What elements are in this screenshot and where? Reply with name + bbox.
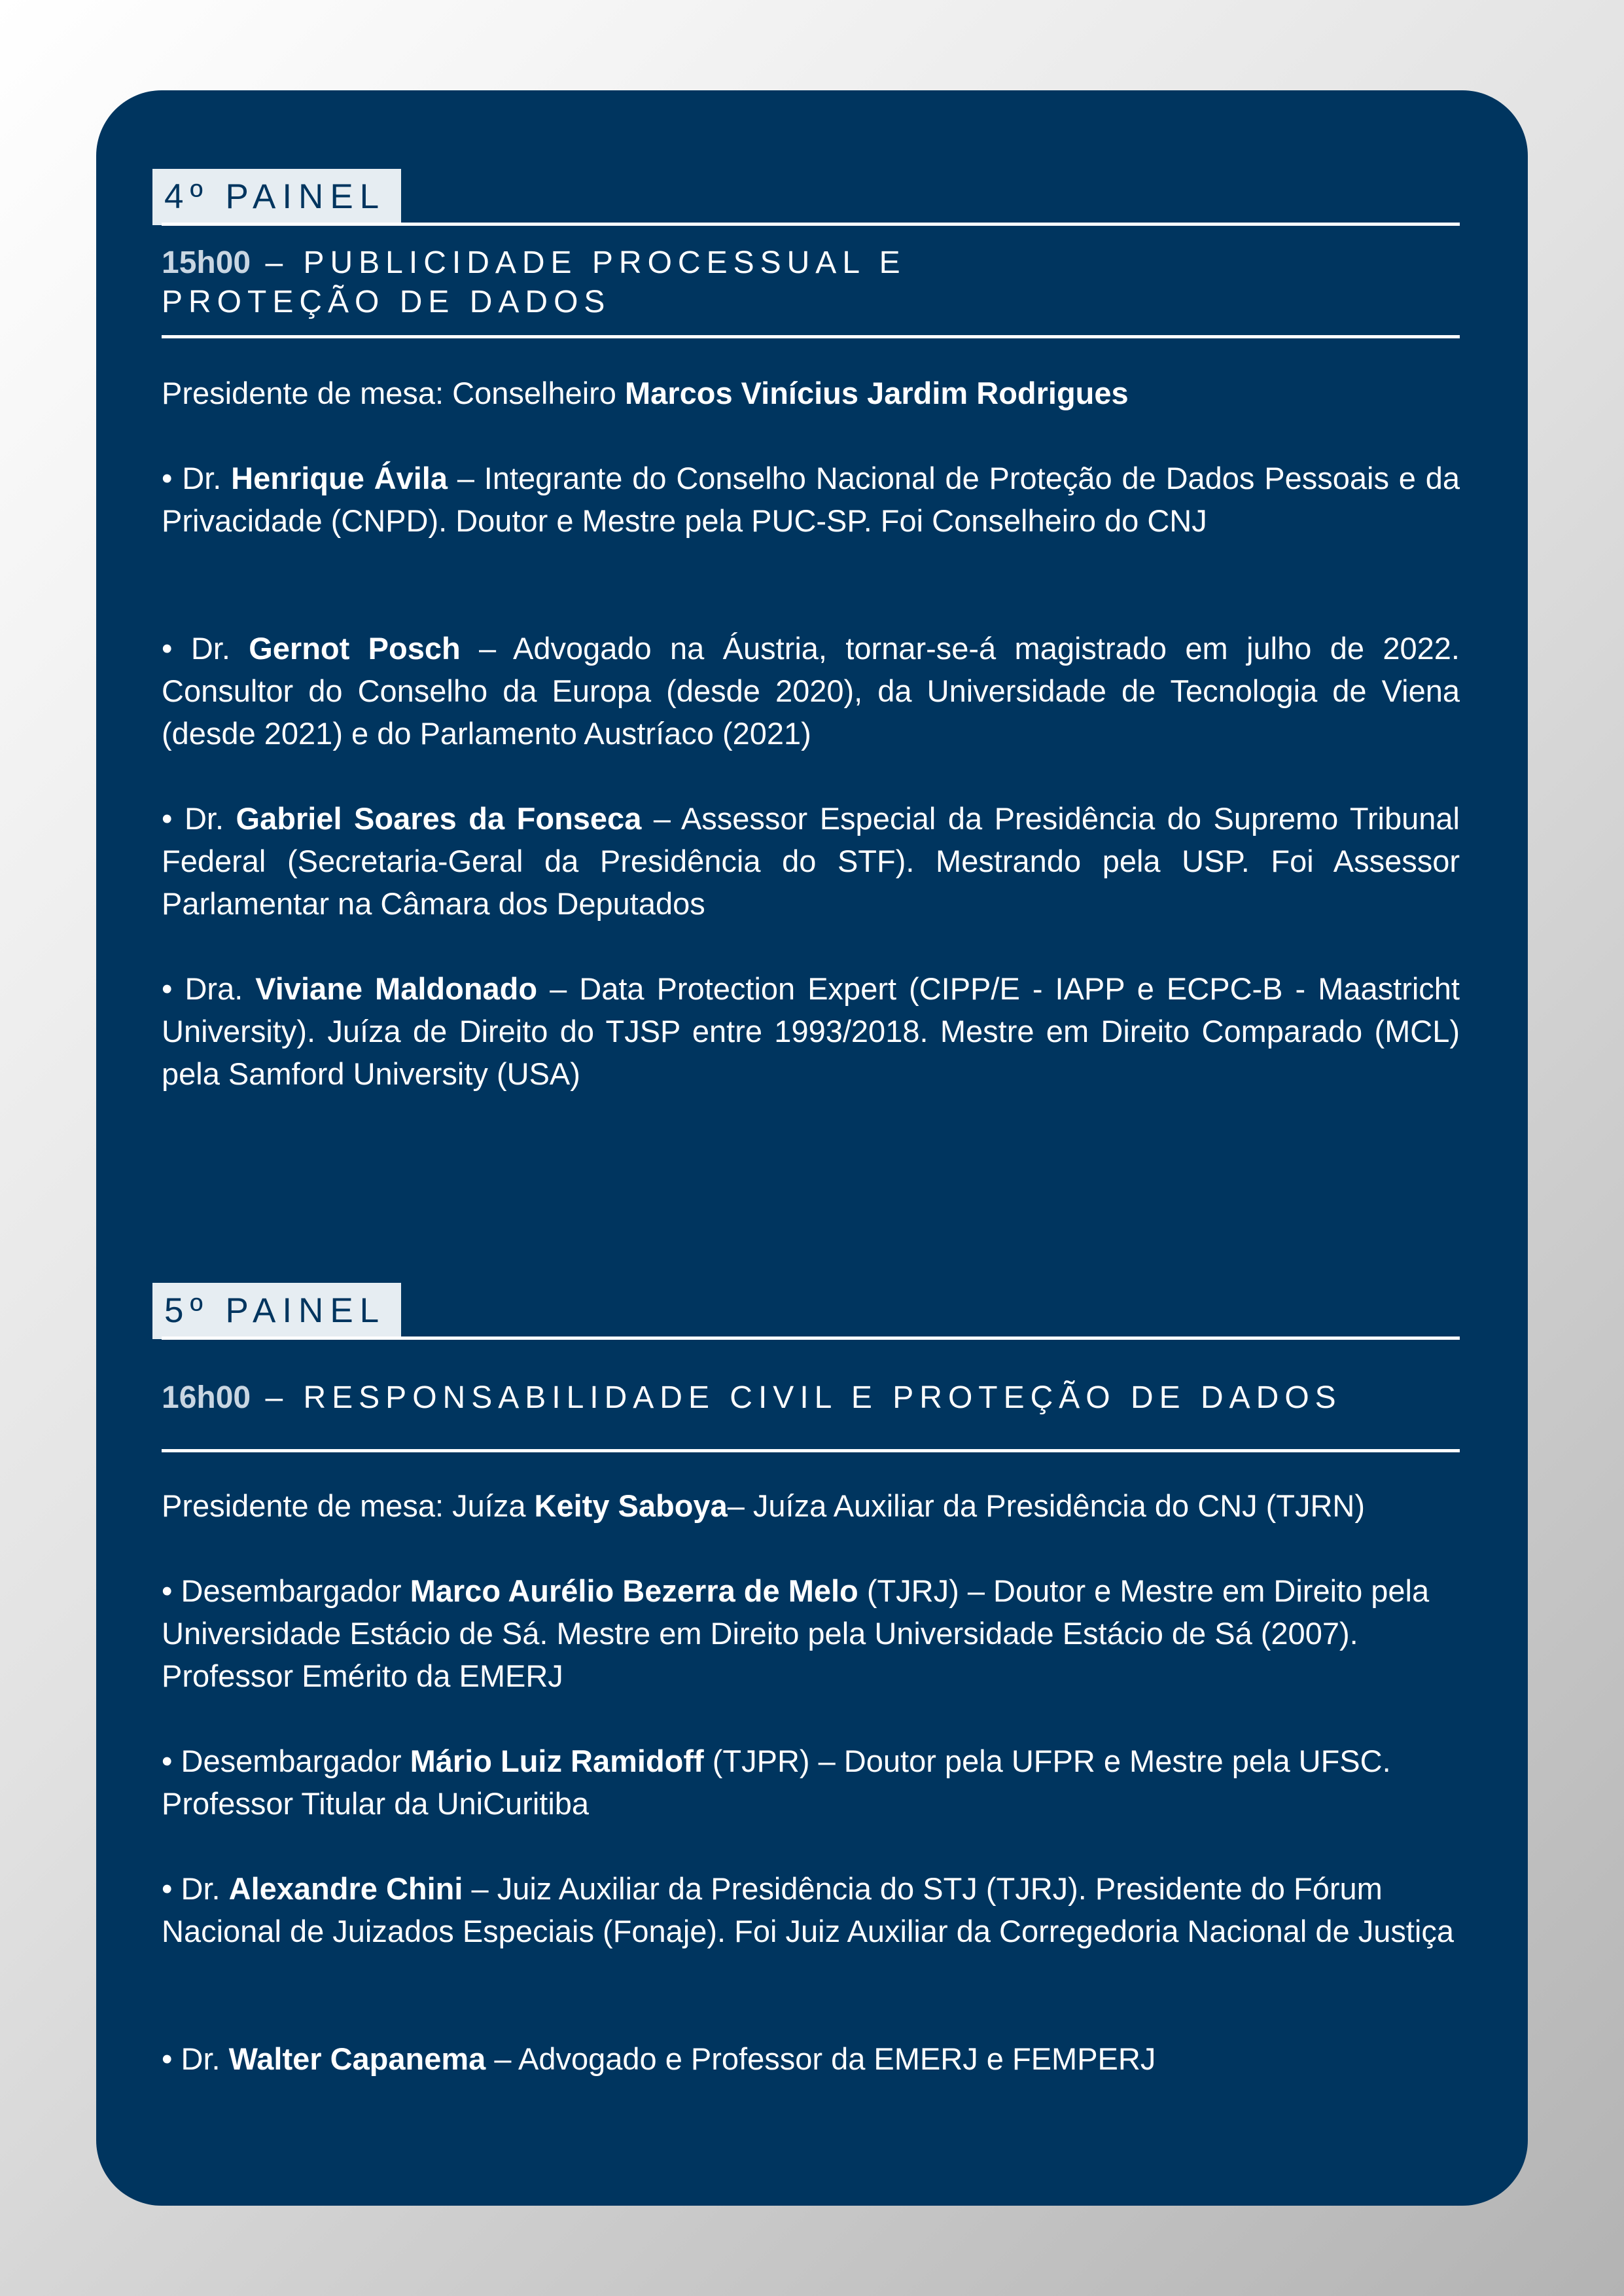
speaker-title: • Desembargador (162, 1573, 410, 1608)
speaker-description: – Advogado na Áustria, tornar-se-á magistrado em julho de 2022. Consultor do Conselho da Europa (desde 2020), da Universidade de Tecnologia de Viena (desde 2021) e do Parlamento Austríaco (2021) (162, 631, 1460, 751)
panel-4-top-rule (162, 223, 1460, 226)
panel-4-speaker-4 (162, 967, 1460, 1095)
speaker-title: • Dr. (162, 1871, 229, 1906)
speaker-name: Henrique Ávila (231, 461, 448, 495)
panel-5-speaker-4 (162, 2037, 1470, 2080)
speaker-name: Walter Capanema (228, 2041, 486, 2076)
speaker-title: • Dr. (162, 461, 232, 495)
panel-4-title: PUBLICIDADE PROCESSUAL E PROTEÇÃO DE DADOS (162, 245, 906, 319)
speaker-title: • Dra. (162, 971, 256, 1006)
panel-5-speaker-3 (162, 1867, 1470, 1952)
program-card (96, 90, 1528, 2206)
panel-5-title-separator: – (251, 1380, 304, 1415)
speaker-name: Mário Luiz Ramidoff (410, 1744, 704, 1778)
speaker-title: • Desembargador (162, 1744, 410, 1778)
panel-4-session-title (162, 243, 1012, 322)
panel-4-speaker-1 (162, 457, 1460, 542)
panel-5-chair (162, 1484, 1460, 1527)
speaker-name: Marco Aurélio Bezerra de Melo (410, 1573, 858, 1608)
panel-4-chair-name: Marcos Vinícius Jardim Rodrigues (625, 376, 1129, 410)
panel-5-title: RESPONSABILIDADE CIVIL E PROTEÇÃO DE DADOS (303, 1380, 1342, 1415)
panel-5-bottom-rule (162, 1449, 1460, 1452)
panel-5-chair-name: Keity Saboya (534, 1488, 728, 1523)
panel-4-tag: 4º PAINEL (152, 169, 401, 225)
panel-5-time: 16h00 (162, 1380, 251, 1415)
panel-4-chair-prefix: Presidente de mesa: Conselheiro (162, 376, 626, 410)
speaker-title: • Dr. (162, 2041, 229, 2076)
panel-4-speaker-2 (162, 627, 1460, 755)
speaker-description: – Advogado e Professor da EMERJ e FEMPERJ (485, 2041, 1156, 2076)
speaker-description: – Assessor Especial da Presidência do Supremo Tribunal Federal (Secretaria-Geral da Presidência do STF). Mestrando pela USP. Foi Assessor Parlamentar na Câmara dos Deputados (162, 801, 1460, 921)
panel-5-chair-prefix: Presidente de mesa: Juíza (162, 1488, 535, 1523)
panel-5-speaker-2 (162, 1740, 1470, 1825)
speaker-title: • Dr. (162, 801, 236, 836)
panel-5-speaker-1 (162, 1570, 1470, 1697)
speaker-description: (TJPR) – Doutor pela UFPR e Mestre pela UFSC. Professor Titular da UniCuritiba (162, 1744, 1391, 1821)
panel-5-chair-suffix: – Juíza Auxiliar da Presidência do CNJ (TJRN) (727, 1488, 1366, 1523)
speaker-name: Gabriel Soares da Fonseca (236, 801, 642, 836)
panel-4-title-separator: – (251, 245, 304, 280)
panel-4-bottom-rule (162, 335, 1460, 338)
speaker-description: – Data Protection Expert (CIPP/E - IAPP e ECPC-B - Maastricht University). Juíza de Direito do TJSP entre 1993/2018. Mestre em Direito Comparado (MCL) pela Samford University (USA) (162, 971, 1460, 1091)
speaker-title: • Dr. (162, 631, 249, 666)
panel-4-time: 15h00 (162, 245, 251, 280)
speaker-description: – Integrante do Conselho Nacional de Proteção de Dados Pessoais e da Privacidade (CNPD). Doutor e Mestre pela PUC-SP. Foi Conselheiro do CNJ (162, 461, 1460, 538)
panel-4-speaker-3 (162, 797, 1460, 925)
speaker-name: Alexandre Chini (228, 1871, 463, 1906)
speaker-name: Gernot Posch (249, 631, 461, 666)
speaker-description: (TJRJ) – Doutor e Mestre em Direito pela Universidade Estácio de Sá. Mestre em Direito pela Universidade Estácio de Sá (2007). Professor Emérito da EMERJ (162, 1573, 1430, 1693)
speaker-description: – Juiz Auxiliar da Presidência do STJ (TJRJ). Presidente do Fórum Nacional de Juizados Especiais (Fonaje). Foi Juiz Auxiliar da Corregedoria Nacional de Justiça (162, 1871, 1454, 1948)
panel-5-top-rule (162, 1336, 1460, 1340)
panel-5-tag: 5º PAINEL (152, 1283, 401, 1339)
panel-4-chair (162, 372, 1460, 414)
panel-5-session-title (162, 1378, 1460, 1418)
speaker-name: Viviane Maldonado (255, 971, 538, 1006)
